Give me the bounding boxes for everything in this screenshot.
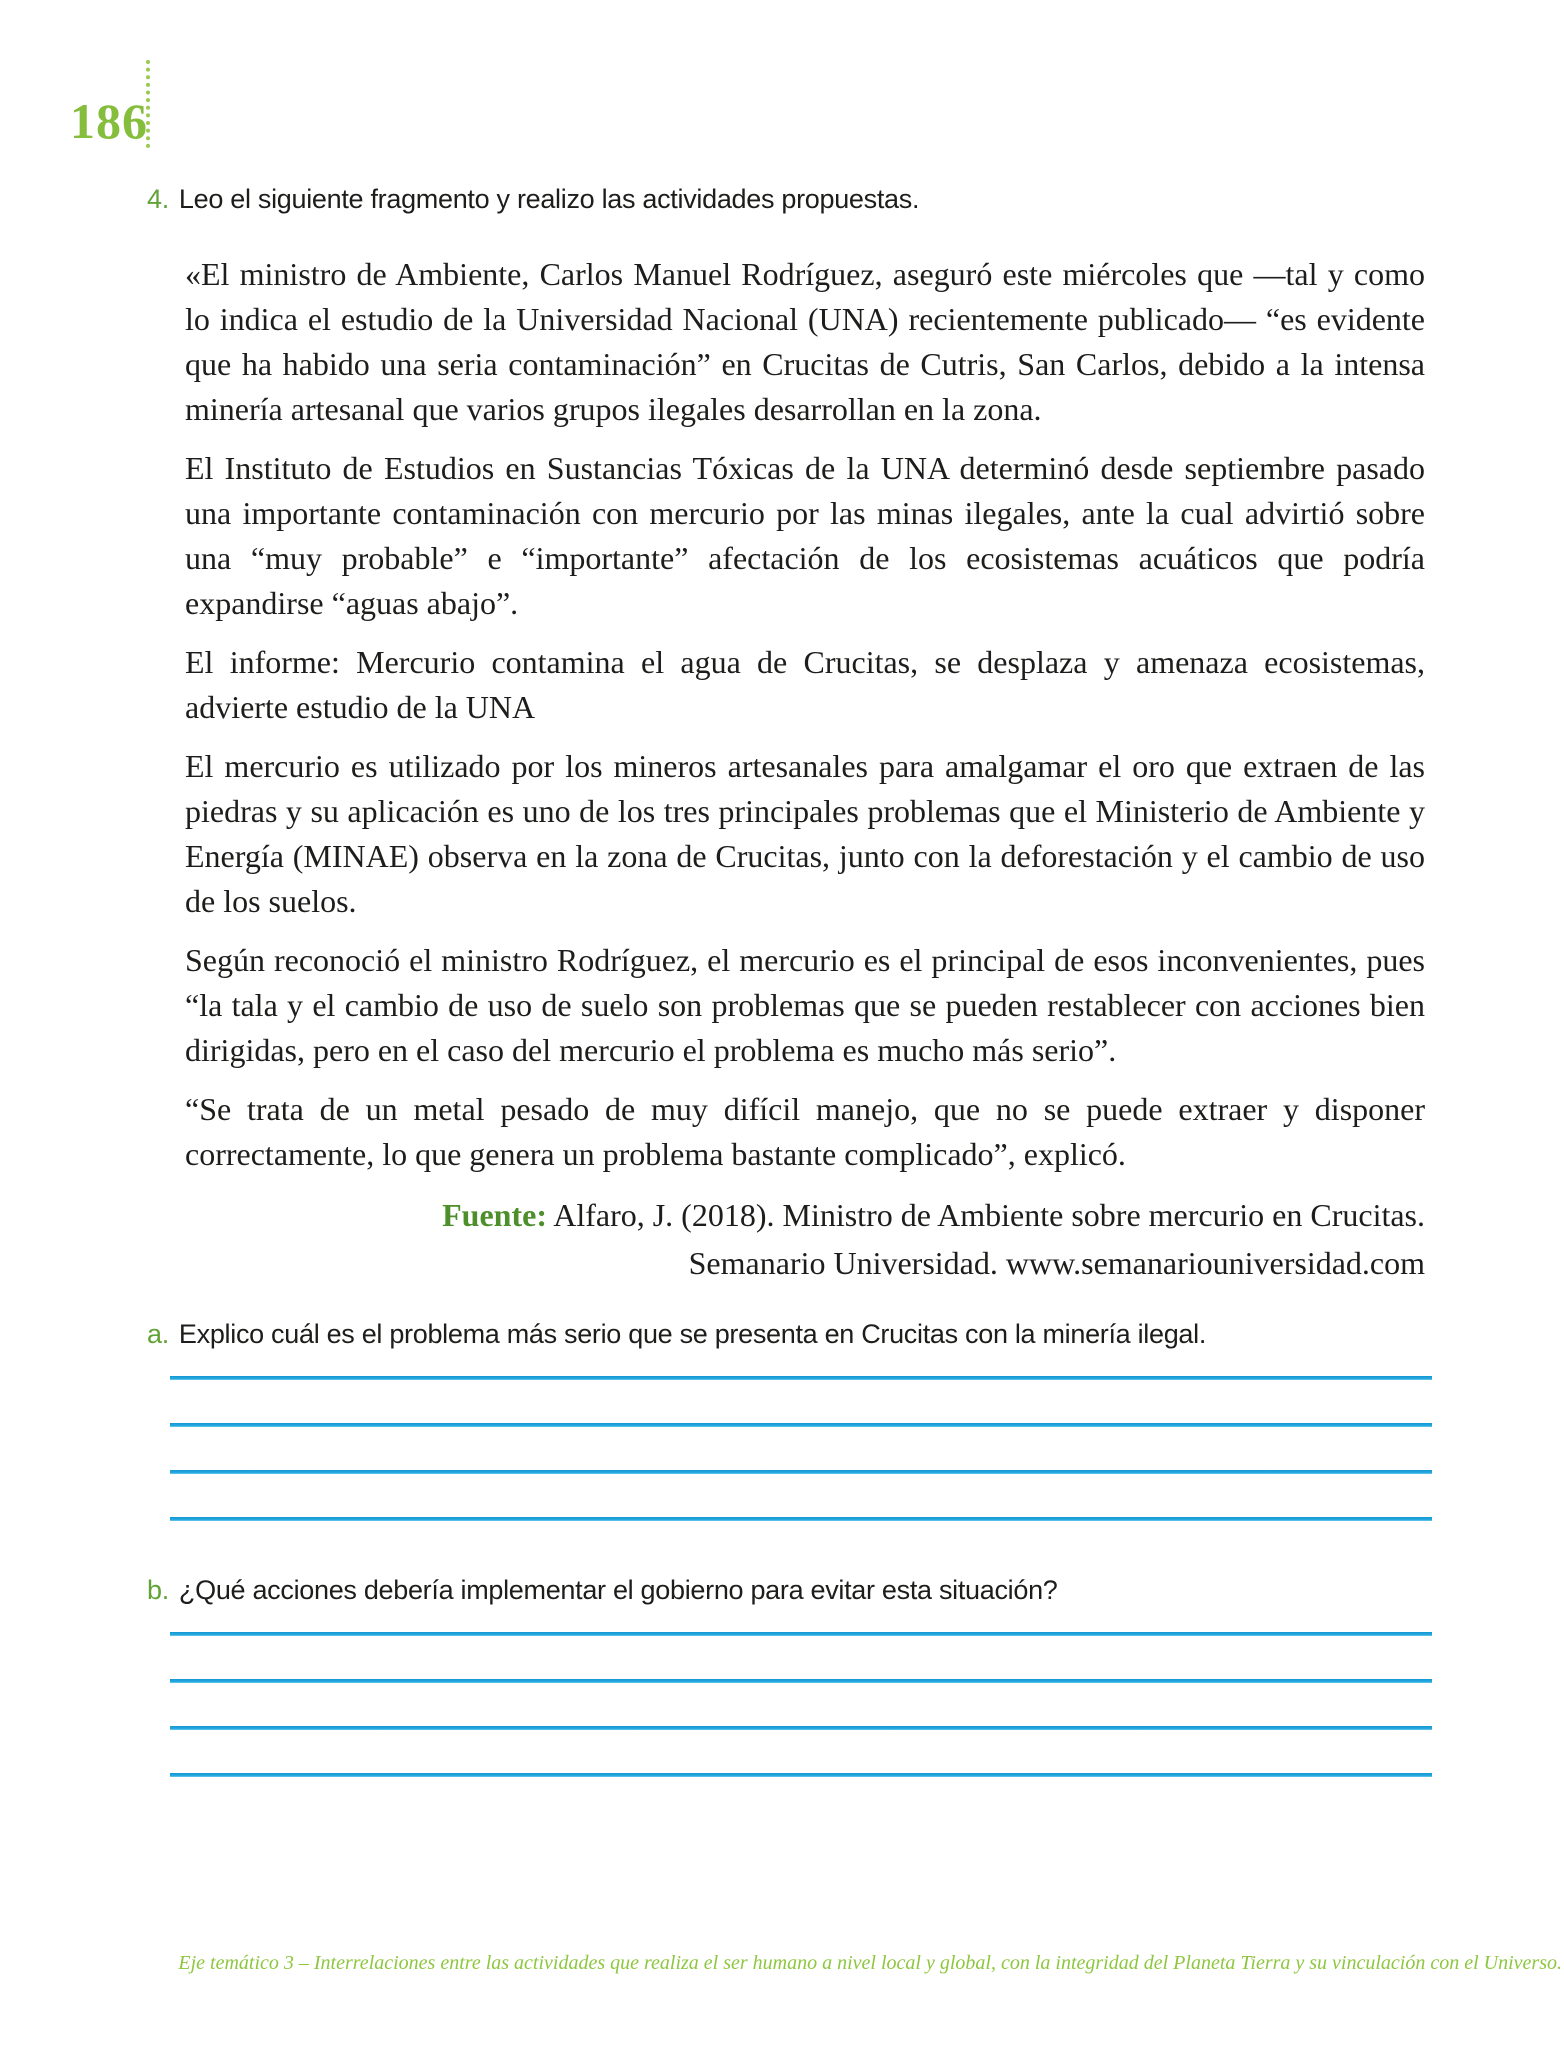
answer-line: [170, 1517, 1432, 1521]
passage-paragraph: «El ministro de Ambiente, Carlos Manuel Rodríguez, aseguró este miércoles que —tal y como lo indica el estudio de la Universidad Nacional (UNA) recientemente publicado— “es evidente que ha habido una seria contaminación” en Crucitas de Cutris, San Carlos, debido a la intensa minería artesanal que varios grupos ilegales desarrollan en la zona.: [185, 256, 1425, 427]
source-line-1: [185, 1191, 1425, 1239]
question-a-answer-lines: [170, 1376, 1432, 1521]
dotted-rule-decoration: [146, 60, 150, 148]
answer-line: [170, 1679, 1432, 1683]
reading-passage: [185, 252, 1425, 1287]
source-label: Fuente:: [442, 1197, 547, 1233]
question-b-answer-lines: [170, 1632, 1432, 1777]
question-b: [147, 1573, 1427, 1608]
answer-line: [170, 1470, 1432, 1474]
activity-number: 4.: [147, 184, 169, 214]
question-a-text: Explico cuál es el problema más serio que se presenta en Crucitas con la minería ilegal.: [178, 1319, 1207, 1349]
source-line-2: Semanario Universidad. www.semanariouniversidad.com: [688, 1245, 1425, 1281]
passage-paragraph: “Se trata de un metal pesado de muy difícil manejo, que no se puede extraer y disponer correctamente, lo que genera un problema bastante complicado”, explicó.: [185, 1091, 1425, 1172]
question-a-marker: a.: [147, 1319, 169, 1349]
question-b-text: ¿Qué acciones debería implementar el gobierno para evitar esta situación?: [178, 1575, 1058, 1605]
passage-paragraph: El informe: Mercurio contamina el agua de Crucitas, se desplaza y amenaza ecosistemas, advierte estudio de la UNA: [185, 644, 1425, 725]
thematic-axis-footer: Eje temático 3 – Interrelaciones entre las actividades que realiza el ser humano a nivel local y global, con la integridad del Planeta Tierra y su vinculación con el Universo.: [178, 1952, 1562, 1974]
page-number: 186: [70, 93, 148, 149]
activity-instruction-text: Leo el siguiente fragmento y realizo las actividades propuestas.: [178, 184, 920, 214]
passage-paragraph: El mercurio es utilizado por los mineros artesanales para amalgamar el oro que extraen de las piedras y su aplicación es uno de los tres principales problemas que el Ministerio de Ambiente y Energía (MINAE) observa en la zona de Crucitas, junto con la deforestación y el cambio de uso de los suelos.: [185, 748, 1425, 919]
main-content: [147, 182, 1427, 1777]
passage-paragraph: Según reconoció el ministro Rodríguez, el mercurio es el principal de esos inconvenientes, pues “la tala y el cambio de uso de suelo son problemas que se pueden restablecer con acciones bien dirigidas, pero en el caso del mercurio el problema es mucho más serio”.: [185, 942, 1425, 1068]
answer-line: [170, 1423, 1432, 1427]
passage-paragraph: El Instituto de Estudios en Sustancias Tóxicas de la UNA determinó desde septiembre pasado una importante contaminación con mercurio por las minas ilegales, ante la cual advirtió sobre una “muy probable” e “importante” afectación de los ecosistemas acuáticos que podría expandirse “aguas abajo”.: [185, 450, 1425, 621]
answer-line: [170, 1632, 1432, 1636]
source-citation: Alfaro, J. (2018). Ministro de Ambiente sobre mercurio en Crucitas.: [546, 1197, 1425, 1233]
source-attribution: [185, 1191, 1425, 1287]
answer-line: [170, 1726, 1432, 1730]
question-b-marker: b.: [147, 1575, 169, 1605]
answer-line: [170, 1376, 1432, 1380]
question-a: [147, 1317, 1427, 1352]
answer-line: [170, 1773, 1432, 1777]
activity-instruction: [147, 182, 1427, 216]
